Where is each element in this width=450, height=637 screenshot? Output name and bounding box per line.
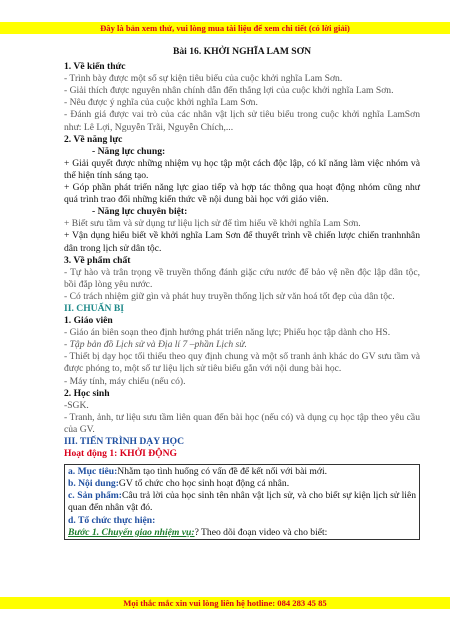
activity-box: [64, 464, 420, 540]
step-label: Bước 1. Chuyển giao nhiệm vụ:: [68, 526, 195, 538]
product-text: Câu trả lời của học sinh tên nhân vật lịch sử, và cho biết sự kiện lịch sử liên quan đến nhân vật đó.: [68, 490, 417, 514]
knowledge-line: - Nêu được ý nghĩa của cuộc khởi nghĩa Lam Sơn.: [64, 97, 258, 109]
content-label: b. Nội dung:: [68, 478, 119, 490]
teacher-heading: 1. Giáo viên: [64, 315, 113, 327]
knowledge-line: - Trình bày được một số sự kiện tiêu biểu của cuộc khởi nghĩa Lam Sơn.: [64, 73, 343, 85]
special-competency-line: + Vận dụng hiểu biết về khởi nghĩa Lam Sơn để thuyết trình về chiến lược chiến tranhnhân dân trong lịch sử dân tộc.: [64, 230, 420, 254]
hotline-banner: Mọi thắc mắc xin vui lòng liên hệ hotline: 084 283 45 85: [0, 597, 450, 609]
general-competency-line: + Góp phần phát triển năng lực giao tiếp và hợp tác thông qua hoạt động nhóm cũng như quá trình trao đổi những kiến thức về nội dung bài học với giáo viên.: [64, 182, 420, 206]
objective-row: [68, 466, 416, 478]
activity-heading: Hoạt động 1: KHỞI ĐỘNG: [64, 448, 178, 460]
section-qualities-heading: 3. Về phẩm chất: [64, 254, 131, 266]
section-knowledge-heading: 1. Về kiến thức: [64, 61, 126, 73]
teacher-line: - Thiết bị dạy học tối thiểu theo quy định chung và một số tranh ảnh khác do GV sưu tầm và được phóng to, một số tư liệu lịch sử tiêu biểu gắn với nội dung bài học.: [64, 351, 420, 375]
student-line: -SGK.: [64, 399, 89, 411]
knowledge-line: - Đánh giá được vai trò của các nhân vật lịch sử tiêu biểu trong cuộc khởi nghĩa LamSơn như: Lê Lợi, Nguyễn Trãi, Nguyễn Chích,...: [64, 109, 420, 133]
special-competency-heading: - Năng lực chuyên biệt:: [92, 206, 188, 218]
content-text: GV tổ chức cho học sinh hoạt động cá nhân.: [118, 478, 290, 490]
general-competency-line: + Giải quyết được những nhiệm vụ học tập một cách độc lập, có kĩ năng làm việc nhóm và thể hiện tính sáng tạo.: [64, 157, 420, 181]
student-heading: 2. Học sinh: [64, 387, 110, 399]
document-title: Bài 16. KHỞI NGHĨA LAM SƠN: [172, 46, 312, 57]
qualities-line: - Tự hào và trân trọng về truyền thống đánh giặc cứu nước để bảo vệ nền độc lập dân tộc, bồi đắp lòng yêu nước.: [64, 266, 420, 290]
step-row: [68, 527, 416, 539]
knowledge-line: - Giải thích được nguyên nhân chính dẫn đến thắng lợi của cuộc khởi nghĩa Lam Sơn.: [64, 85, 394, 97]
content-row: [68, 478, 416, 490]
teacher-line: - Máy tính, máy chiếu (nếu có).: [64, 375, 186, 387]
organization-label: d. Tổ chức thực hiện:: [68, 514, 156, 526]
objective-label: a. Mục tiêu:: [68, 466, 118, 478]
qualities-line: - Có trách nhiệm giữ gìn và phát huy truyền thống lịch sử văn hoá tốt đẹp của dân tộc.: [64, 290, 395, 302]
product-row: [68, 490, 416, 514]
student-line: - Tranh, ảnh, tư liệu sưu tầm liên quan đến bài học (nếu có) và dụng cụ học tập theo yêu cầu của GV.: [64, 411, 420, 435]
special-competency-line: + Biết sưu tầm và sử dụng tư liệu lịch sử để tìm hiểu về khởi nghĩa Lam Sơn.: [64, 218, 361, 230]
teacher-line: - Tập bản đồ Lịch sử và Địa lí 7 –phần Lịch sử.: [64, 339, 247, 351]
section-competency-heading: 2. Về năng lực: [64, 133, 123, 145]
general-competency-heading: - Năng lực chung:: [92, 145, 166, 157]
teacher-line: - Giáo án biên soạn theo định hướng phát triển năng lực; Phiếu học tập dành cho HS.: [64, 327, 391, 339]
product-label: c. Sản phẩm:: [68, 490, 122, 502]
part-process-heading: III. TIẾN TRÌNH DẠY HỌC: [64, 436, 185, 447]
part-preparation-heading: II. CHUẨN BỊ: [64, 302, 124, 314]
objective-text: Nhằm tạo tình huống có vấn đề để kết nối với bài mới.: [117, 466, 328, 478]
document-page: [64, 37, 420, 540]
preview-notice-banner: Đây là bản xem thử, vui lòng mua tài liệu để xem chi tiết (có lời giải): [0, 22, 450, 34]
step-text: ? Theo dõi đoạn video và cho biết:: [194, 526, 328, 538]
